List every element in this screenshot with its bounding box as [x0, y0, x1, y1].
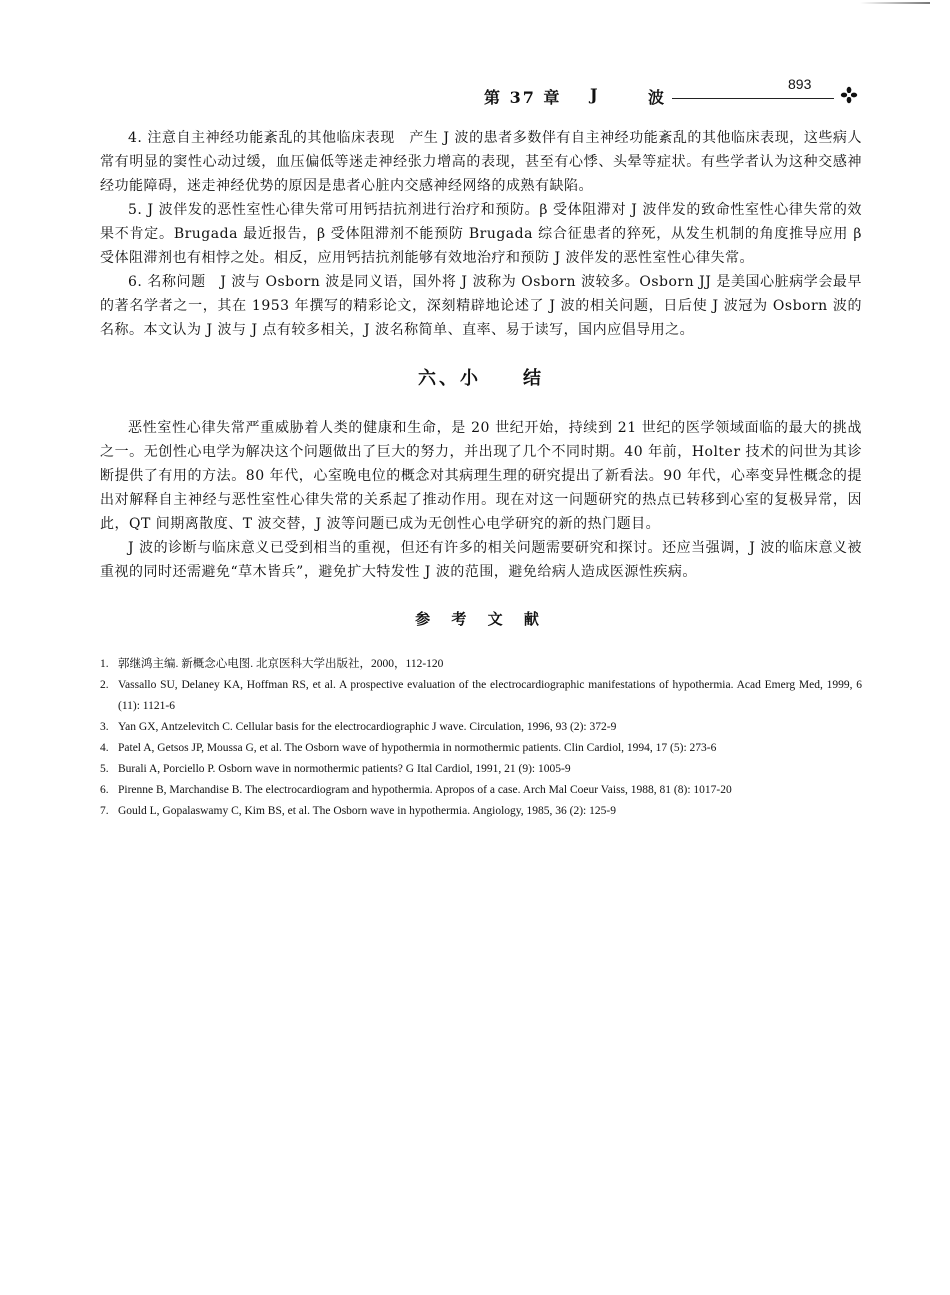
summary-paragraph: J 波的诊断与临床意义已受到相当的重视，但还有许多的相关问题需要研究和探讨。还应当强调，J 波的临床意义被重视的同时还需避免“草木皆兵”，避免扩大特发性 J 波的范围，避免给病人造成医源性疾病。: [100, 540, 862, 580]
section-heading-summary: 六、小 结: [418, 368, 544, 389]
reference-number: 6.: [100, 784, 109, 796]
running-header: [100, 76, 862, 108]
paragraph-item4: 4. 注意自主神经功能紊乱的其他临床表现 产生 J 波的患者多数伴有自主神经功能紊乱的其他临床表现，这些病人常有明显的窦性心动过缓，血压偏低等迷走神经张力增高的表现，甚至有心悸、头晕等症状。有些学者认为这种交感神经功能障碍，迷走神经优势的原因是患者心脏内交感神经网络的成熟有缺陷。: [100, 130, 862, 194]
reference-text: Patel A, Getsos JP, Moussa G, et al. The Osborn wave of hypothermia in normothermic patients. Clin Cardiol, 1994, 17 (5): 273-6: [118, 742, 717, 754]
reference-number: 4.: [100, 742, 109, 754]
reference-text: Pirenne B, Marchandise B. The electrocardiogram and hypothermia. Apropos of a case. Arch Mal Coeur Vaiss, 1988, 81 (8): 1017-20: [118, 784, 732, 796]
reference-item: [100, 801, 862, 822]
paragraph-item6: 6. 名称问题 J 波与 Osborn 波是同义语，国外将 J 波称为 Osborn 波较多。Osborn JJ 是美国心脏病学会最早的著名学者之一，其在 1953 年撰写的精彩论文，深刻精辟地论述了 J 波的相关问题，日后使 J 波冠为 Osborn 波的名称。本文认为 J 波与 J 点有较多相关，J 波名称简单、直率、易于读写，国内应倡导用之。: [100, 274, 862, 338]
reference-list: [100, 654, 862, 822]
reference-text: Gould L, Gopalaswamy C, Kim BS, et al. The Osborn wave in hypothermia. Angiology, 1985, 36 (2): 125-9: [118, 805, 616, 817]
summary-section: [100, 416, 862, 584]
reference-text: 郭继鸿主编. 新概念心电图. 北京医科大学出版社，2000，112-120: [118, 658, 444, 670]
reference-item: [100, 738, 862, 759]
reference-number: 5.: [100, 763, 109, 775]
flower-ornament-icon: [840, 86, 858, 104]
reference-item: [100, 780, 862, 801]
header-rule: [672, 98, 834, 99]
reference-text: Yan GX, Antzelevitch C. Cellular basis for the electrocardiographic J wave. Circulation, 1996, 93 (2): 372-9: [118, 721, 617, 733]
chapter-title-letter: J: [590, 85, 598, 104]
reference-item: [100, 654, 862, 675]
reference-item: [100, 717, 862, 738]
reference-number: 3.: [100, 721, 109, 733]
chapter-title-char: 波: [648, 88, 665, 107]
chapter-label: 第 37 章: [484, 88, 562, 107]
paragraph-item5: 5. J 波伴发的恶性室性心律失常可用钙拮抗剂进行治疗和预防。β 受体阻滞对 J 波伴发的致命性室性心律失常的效果不肯定。Brugada 最近报告，β 受体阻滞剂不能预防 Brugada 综合征患者的猝死，从发生机制的角度推导应用 β 受体阻滞剂也有相悖之处。相反，应用钙拮抗剂能够有效地治疗和预防 J 波伴发的恶性室性心律失常。: [100, 202, 862, 266]
reference-number: 7.: [100, 805, 109, 817]
summary-paragraph: 恶性室性心律失常严重威胁着人类的健康和生命，是 20 世纪开始，持续到 21 世纪的医学领域面临的最大的挑战之一。无创性心电学为解决这个问题做出了巨大的努力，并出现了几个不同时期。40 年前，Holter 技术的问世为其诊断提供了有用的方法。80 年代，心室晚电位的概念对其病理生理的研究提出了新看法。90 年代，心率变异性概念的提出对解释自主神经与恶性室性心律失常的关系起了推动作用。现在对这一问题研究的热点已转移到心室的复极异常，因此，QT 间期离散度、T 波交替，J 波等问题已成为无创性心电学研究的新的热门题目。: [100, 420, 862, 532]
reference-number: 1.: [100, 658, 109, 670]
reference-item: [100, 675, 862, 717]
page-number: 893: [788, 76, 812, 92]
reference-text: Vassallo SU, Delaney KA, Hoffman RS, et al. A prospective evaluation of the electrocardiographic manifestations of hypothermia. Acad Emerg Med, 1999, 6 (11): 1121-6: [118, 679, 862, 712]
reference-item: [100, 759, 862, 780]
page-body: [100, 126, 862, 822]
reference-text: Burali A, Porciello P. Osborn wave in normothermic patients? G Ital Cardiol, 1991, 21 (9): 1005-9: [118, 763, 571, 775]
references-heading: 参 考 文 献: [415, 610, 547, 628]
scan-edge-mark: [860, 2, 930, 4]
reference-number: 2.: [100, 679, 109, 691]
